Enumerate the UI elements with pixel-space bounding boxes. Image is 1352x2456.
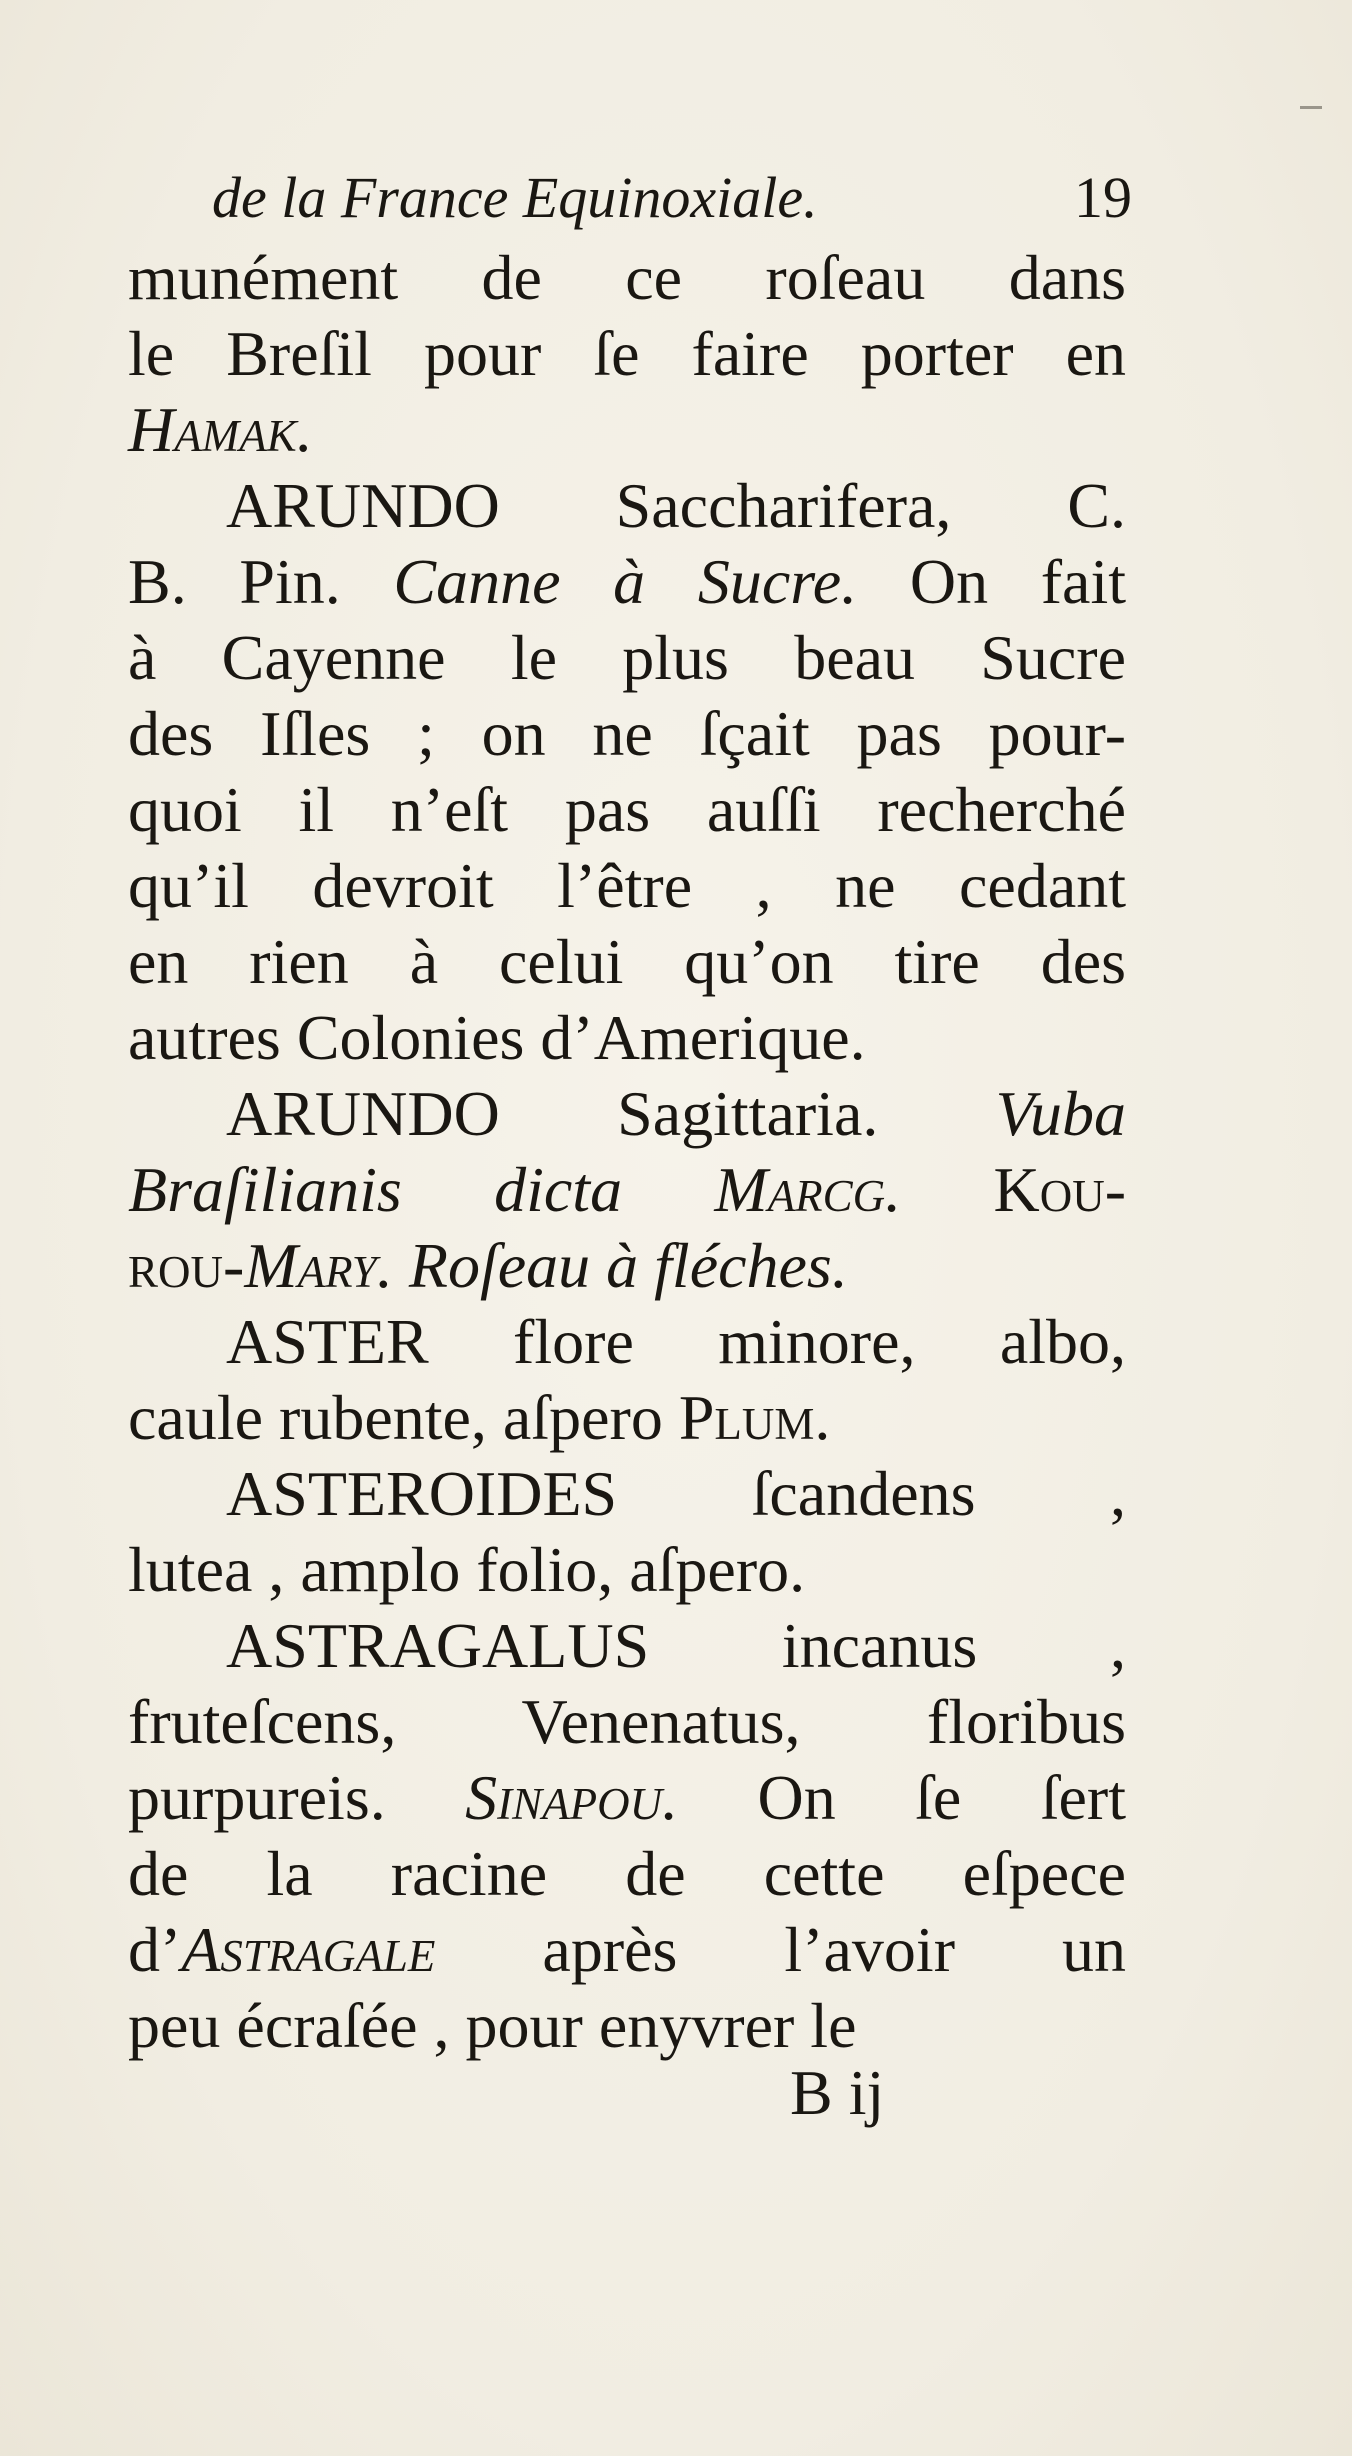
text-line <box>128 772 1126 848</box>
text-segment: caule rubente, aſpero <box>128 1382 679 1453</box>
text-segment: Mary. <box>244 1230 393 1301</box>
text-line <box>128 1760 1126 1836</box>
text-segment: Roſeau à fléches. <box>408 1230 848 1301</box>
running-title: de la France Equinoxiale. <box>212 165 818 230</box>
text-segment: Sinapou. <box>465 1762 679 1833</box>
text-segment: Vuba <box>995 1078 1126 1149</box>
text-line <box>128 1380 1126 1456</box>
text-segment: de la racine de cette eſpece <box>128 1838 1126 1909</box>
text-line <box>128 1304 1126 1380</box>
text-segment: Braſilianis dicta <box>128 1154 715 1225</box>
text-line <box>128 1608 1126 1684</box>
text-segment: rou- <box>128 1230 245 1301</box>
text-segment: peu écraſée , pour enyvrer le <box>128 1990 857 2061</box>
running-header <box>212 160 1132 235</box>
text-segment: On fait <box>857 546 1127 617</box>
text-line <box>128 1076 1126 1152</box>
text-segment: après l’avoir un <box>435 1914 1126 1985</box>
text-segment: le Breſil pour ſe faire porter en <box>128 318 1126 389</box>
text-line <box>128 1684 1126 1760</box>
text-line <box>128 1988 1126 2064</box>
text-segment: fruteſcens, Venenatus, floribus <box>128 1686 1126 1757</box>
text-segment: Marcg. <box>714 1154 902 1225</box>
text-line <box>128 696 1126 772</box>
text-segment: On ſe ſert <box>678 1762 1127 1833</box>
page-number: 19 <box>1074 165 1132 230</box>
text-line <box>128 468 1126 544</box>
text-segment: d’ <box>128 1914 182 1985</box>
text-segment: Hamak. <box>128 394 313 465</box>
text-segment: Astragale <box>181 1914 436 1985</box>
text-line <box>128 240 1126 316</box>
text-segment <box>393 1230 409 1301</box>
text-segment: ASTER flore minore, albo, <box>226 1306 1126 1377</box>
text-line <box>128 1532 1126 1608</box>
text-line <box>128 316 1126 392</box>
text-segment: Kou- <box>993 1154 1127 1225</box>
text-segment: ASTRAGALUS incanus , <box>226 1610 1126 1681</box>
text-segment: qu’il devroit l’être , ne cedant <box>128 850 1126 921</box>
text-segment <box>901 1154 993 1225</box>
text-line <box>128 848 1126 924</box>
text-segment: autres Colonies d’Amerique. <box>128 1002 866 1073</box>
text-line <box>128 1000 1126 1076</box>
signature-mark: B ij <box>790 2057 885 2128</box>
text-line <box>128 620 1126 696</box>
text-segment: munément de ce roſeau dans <box>128 242 1126 313</box>
text-segment: quoi il n’eſt pas auſſi recherché <box>128 774 1126 845</box>
text-line <box>128 392 1126 468</box>
text-segment: ASTEROIDES ſcandens , <box>226 1458 1126 1529</box>
text-segment: ARUNDO Saccharifera, C. <box>226 470 1126 541</box>
text-segment: lutea , amplo folio, aſpero. <box>128 1534 806 1605</box>
body-text <box>128 240 1126 2064</box>
text-line <box>128 1456 1126 1532</box>
text-segment: des Iſles ; on ne ſçait pas pour- <box>128 698 1126 769</box>
text-line <box>128 1228 1126 1304</box>
text-segment: purpureis. <box>128 1762 466 1833</box>
text-line <box>128 1152 1126 1228</box>
text-line <box>128 544 1126 620</box>
text-line <box>128 924 1126 1000</box>
text-segment: ARUNDO Sagittaria. <box>226 1078 996 1149</box>
margin-mark <box>1300 106 1322 109</box>
text-segment: à Cayenne le plus beau Sucre <box>128 622 1126 693</box>
text-segment: en rien à celui qu’on tire des <box>128 926 1126 997</box>
text-segment: Plum. <box>678 1382 831 1453</box>
text-line <box>128 1912 1126 1988</box>
text-segment: Canne à Sucre. <box>393 546 858 617</box>
text-line <box>128 1836 1126 1912</box>
text-segment: B. Pin. <box>128 546 394 617</box>
